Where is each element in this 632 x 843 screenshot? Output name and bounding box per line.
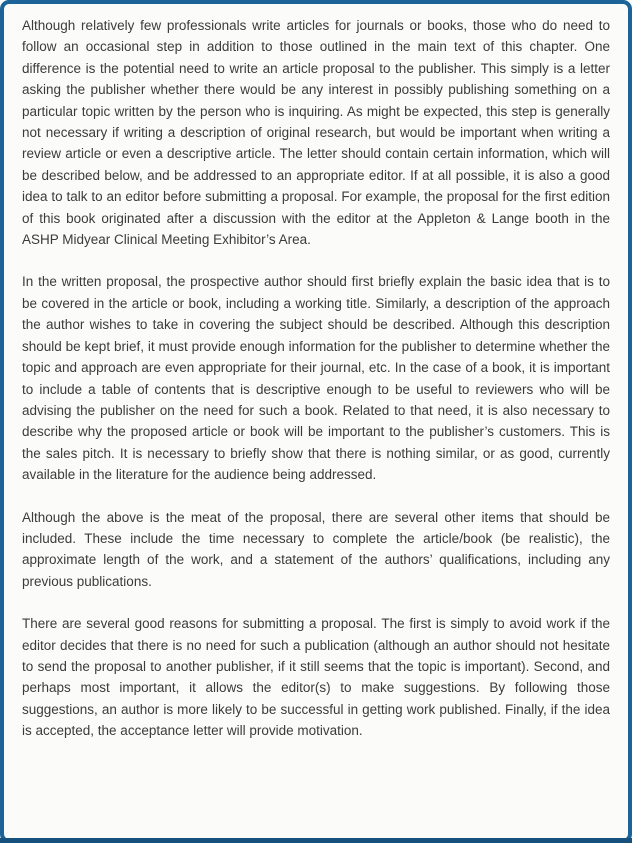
page-bottom-rule [0, 838, 632, 843]
paragraph-other-items: Although the above is the meat of the proposal, there are several other items that should be included. These include the time necessary to complete the article/book (be realistic), the approximate length of the work, and a statement of the authors’ qualifications, including any previous publications. [22, 509, 610, 589]
paragraph-proposal-contents: In the written proposal, the prospective author should first briefly explain the basic idea that is to be covered in the article or book, including a working title. Similarly, a description of the approach the author wishes to take in covering the subject should be described. Although this description should be kept brief, it must provide enough information for the publisher to determine whether the topic and approach are even appropriate for their journal, etc. In the case of a book, it is important to include a table of contents that is descriptive enough to be useful to reviewers who will be advising the publisher on the need for such a book. Related to that need, it is also necessary to describe why the proposed article or book will be important to the publisher’s customers. This is the sales pitch. It is necessary to briefly show that there is nothing similar, or as good, currently available in the literature for the audience being addressed. [22, 274, 610, 483]
paragraph-reasons: There are several good reasons for submitting a proposal. The first is simply to avoid work if the editor decides that there is no need for such a publication (although an author should not hesitate to send the proposal to another publisher, if it still seems that the topic is important). Second, and perhaps most important, it allows the editor(s) to make suggestions. By following those suggestions, an author is more likely to be successful in getting work published. Finally, if the idea is accepted, the acceptance letter will provide motivation. [22, 616, 610, 739]
paragraph-proposal-intro: Although relatively few professionals write articles for journals or books, those who do need to follow an occasional step in addition to those outlined in the main text of this chapter. One difference is the potential need to write an article proposal to the publisher. This simply is a letter asking the publisher whether there would be any interest in possibly publishing something on a particular topic written by the person who is inquiring. As might be expected, this step is generally not necessary if writing a description of original research, but would be important when writing a review article or even a descriptive article. The letter should contain certain information, which will be described below, and be addressed to an appropriate editor. If at all possible, it is also a good idea to talk to an editor before submitting a proposal. For example, the proposal for the first edition of this book originated after a discussion with the editor at the Appleton & Lange booth in the ASHP Midyear Clinical Meeting Exhibitor’s Area. [22, 18, 610, 248]
